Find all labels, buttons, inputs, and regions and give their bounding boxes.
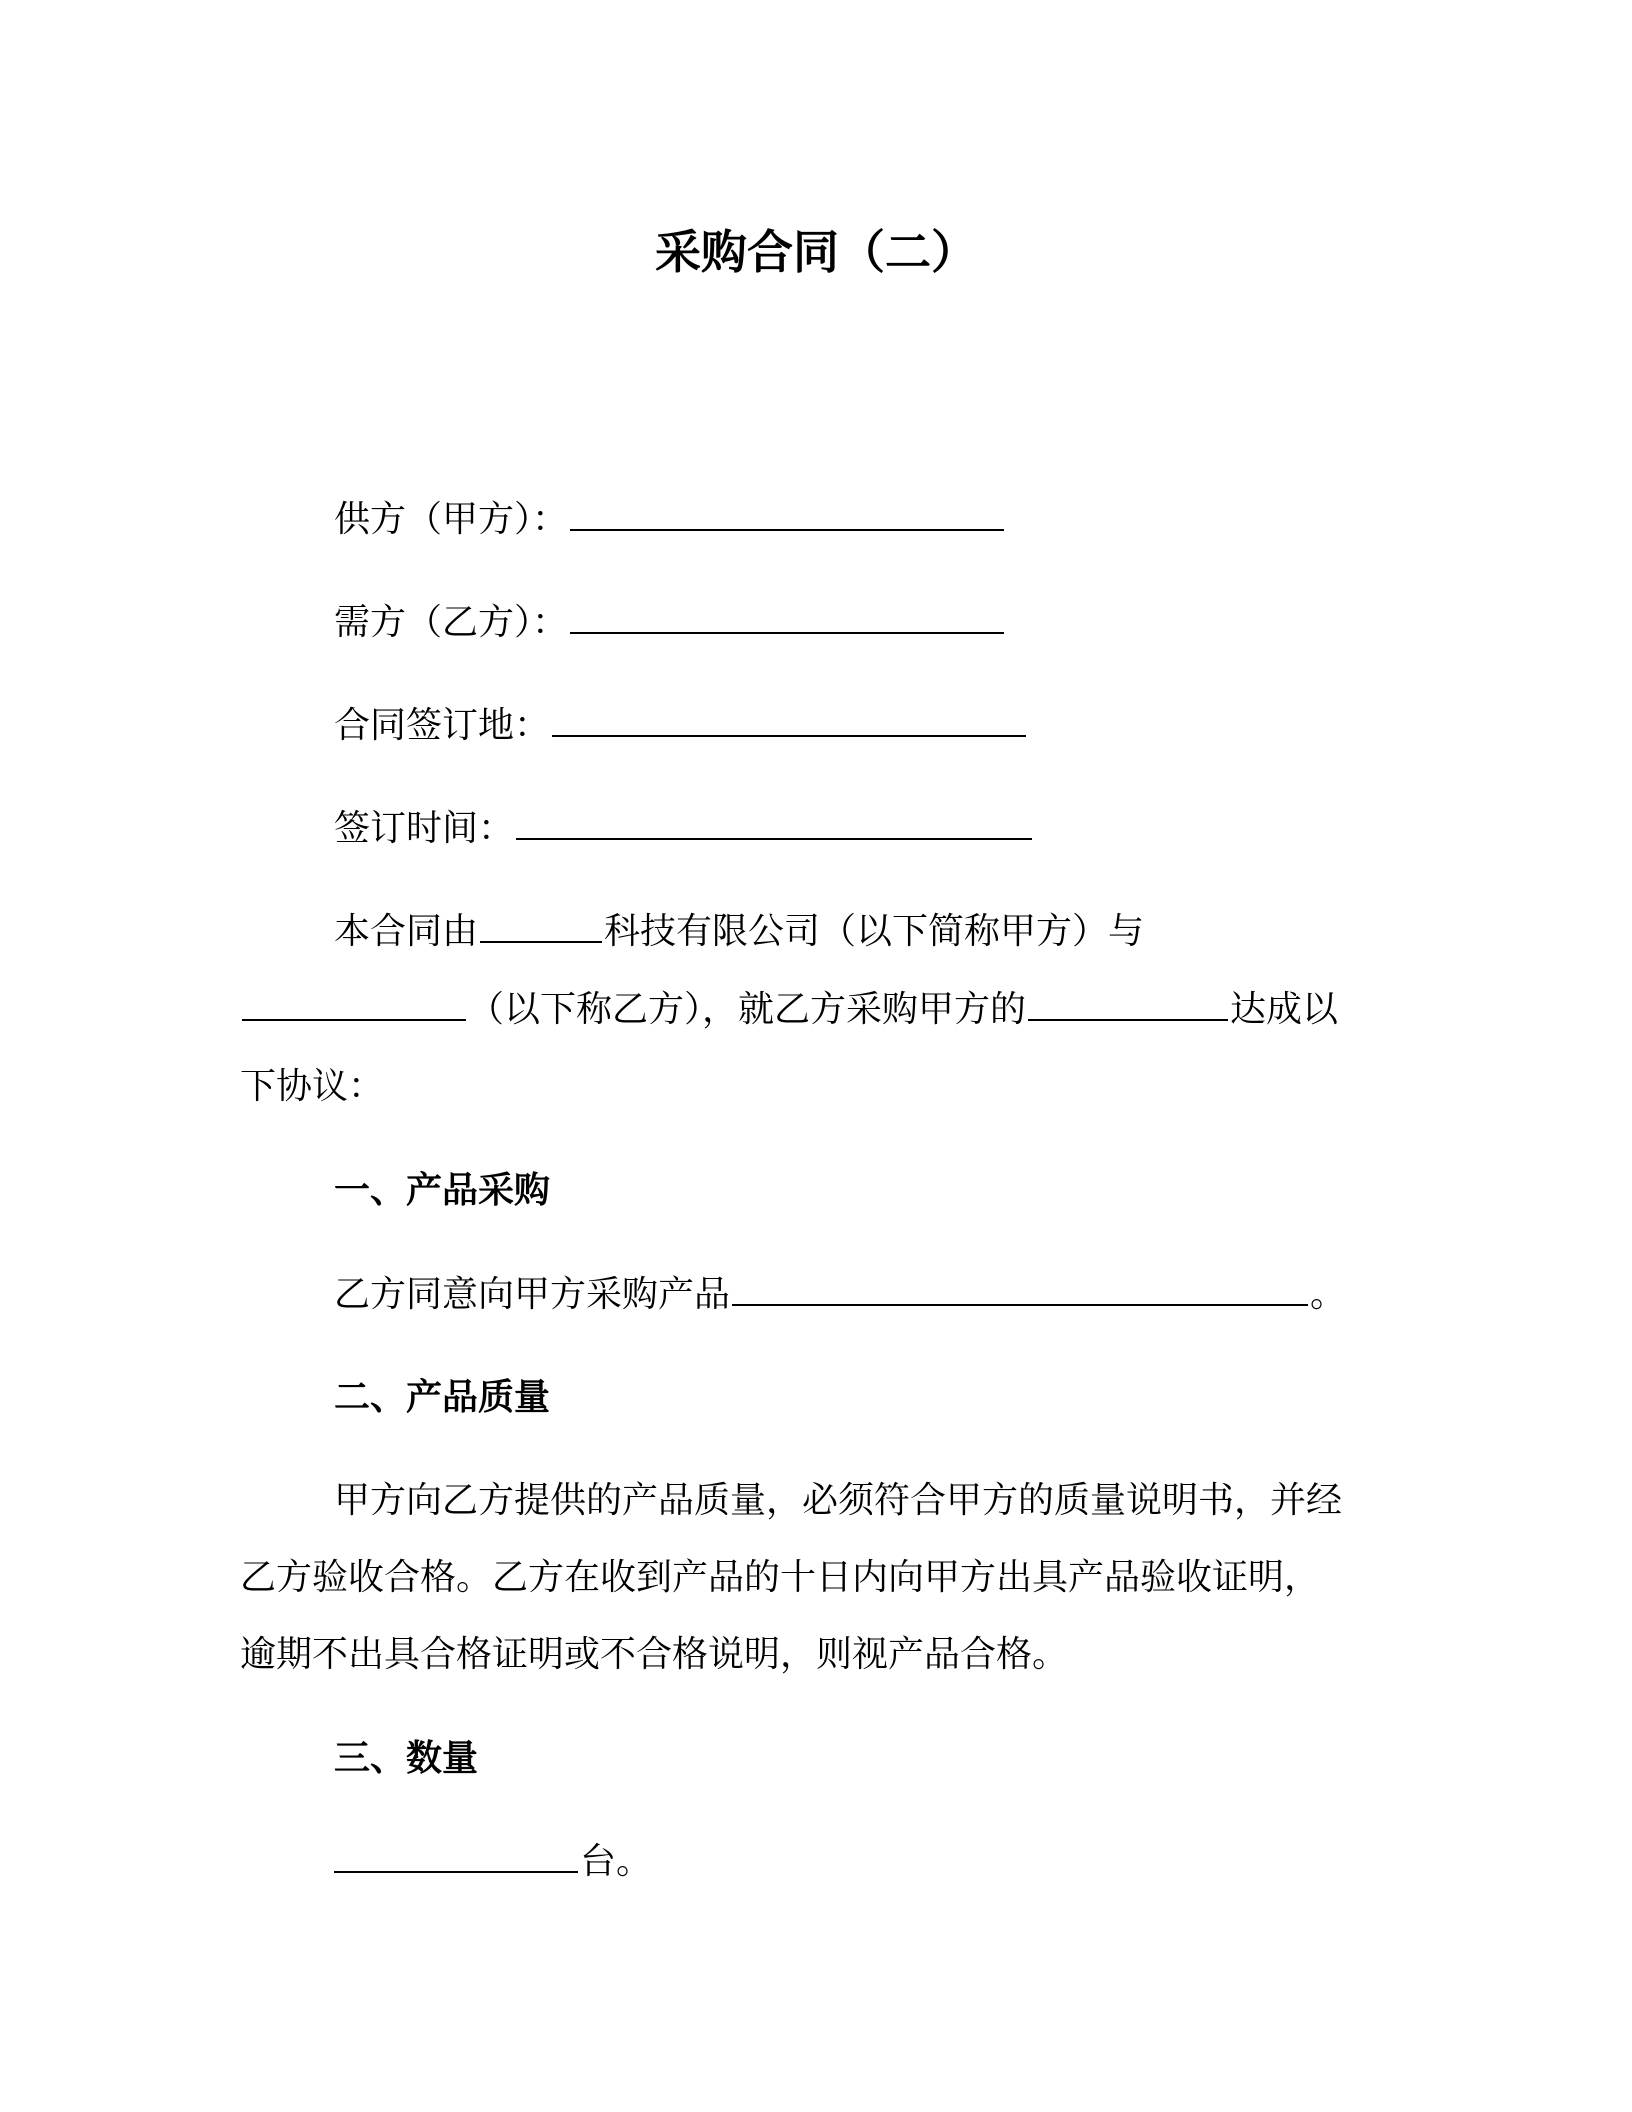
document-title: 采购合同（二） (655, 225, 977, 279)
quantity-unit: 台。 (580, 1841, 653, 1882)
intro-text-1: 本合同由 (334, 911, 479, 952)
supplier-blank[interactable] (570, 499, 1004, 531)
section-2-line-1: 甲方向乙方提供的产品质量，必须符合甲方的质量说明书，并经 (334, 1480, 1343, 1521)
supplier-label: 供方（甲方）： (334, 499, 569, 540)
section-2-line-2: 乙方验收合格。乙方在收到产品的十日内向甲方出具产品验收证明， (240, 1557, 1321, 1598)
section-3-heading: 三、数量 (334, 1738, 479, 1779)
sign-place-blank[interactable] (552, 705, 1026, 737)
intro-text-3: （以下称乙方），就乙方采购甲方的 (468, 989, 1027, 1030)
sign-time-line (334, 804, 1034, 854)
sign-time-label: 签订时间： (334, 808, 515, 849)
intro-line-2 (240, 985, 1338, 1035)
buyer-line (334, 598, 1006, 648)
sign-time-blank[interactable] (516, 808, 1032, 840)
intro-text-4: 达成以 (1230, 989, 1339, 1030)
supplier-line (334, 495, 1006, 545)
party-b-name-blank[interactable] (242, 989, 466, 1021)
quantity-blank[interactable] (334, 1841, 578, 1873)
sign-place-line (334, 701, 1028, 751)
company-name-blank[interactable] (480, 911, 602, 943)
intro-line-3 (240, 1062, 384, 1112)
purchase-item-blank[interactable] (1028, 989, 1228, 1021)
section-2-heading: 二、产品质量 (334, 1377, 551, 1418)
sign-place-label: 合同签订地： (334, 705, 551, 746)
section-3-quantity-line (334, 1837, 652, 1887)
section-2-line-3: 逾期不出具合格证明或不合格说明，则视产品合格。 (240, 1634, 1069, 1675)
intro-text-2: 科技有限公司（以下简称甲方）与 (604, 911, 1145, 952)
section-1-text-line (334, 1270, 1346, 1320)
section-1-end: 。 (1310, 1274, 1347, 1315)
intro-text-5: 下协议： (240, 1066, 385, 1107)
buyer-label: 需方（乙方）： (334, 602, 569, 643)
section-1-heading: 一、产品采购 (334, 1170, 551, 1211)
section-1-text: 乙方同意向甲方采购产品 (334, 1274, 731, 1315)
buyer-blank[interactable] (570, 602, 1004, 634)
intro-line-1 (334, 907, 1144, 957)
product-blank[interactable] (732, 1274, 1308, 1306)
